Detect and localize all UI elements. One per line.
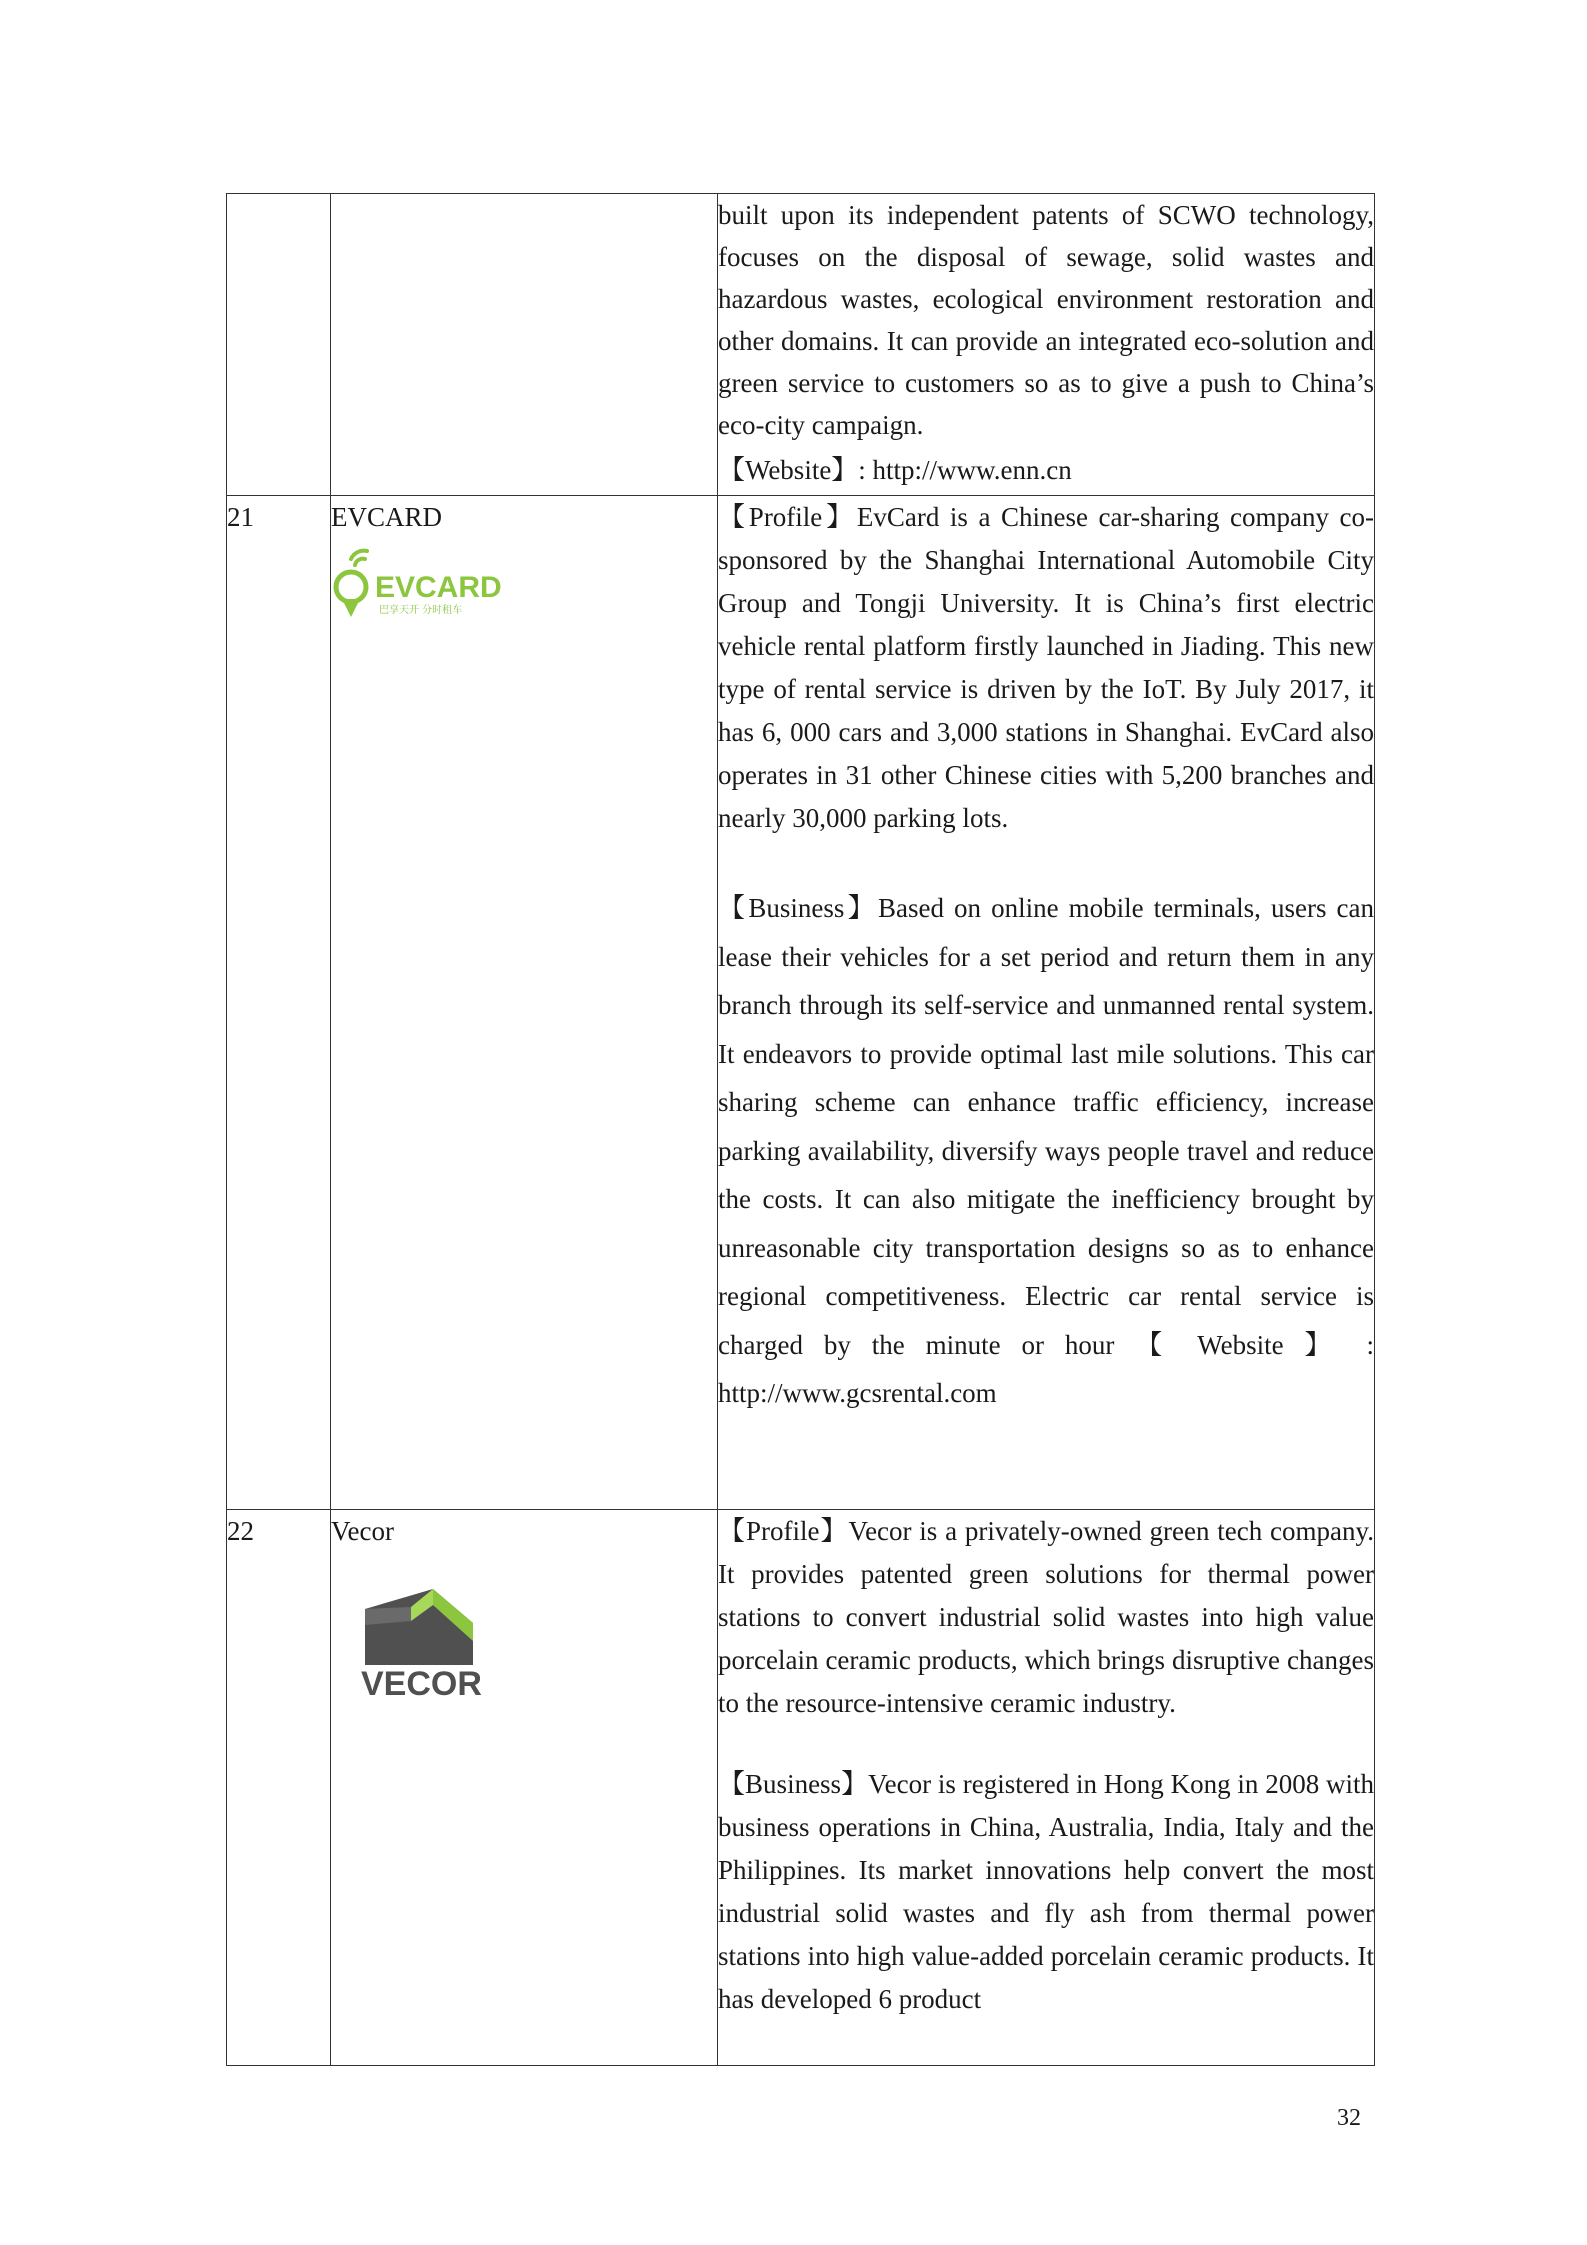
table-row [227, 194, 1375, 496]
profile-paragraph: 【Profile】Vecor is a privately-owned green tech company. It provides patented green solutions for thermal power stations to convert industrial solid wastes into high value porcelain ceramic products, which brings disruptive changes to the resource-intensive ceramic industry. [718, 1516, 1374, 1718]
page-number: 32 [1337, 2105, 1361, 2131]
description-paragraph: built upon its independent patents of SCWO technology, focuses on the disposal of sewage, solid wastes and hazardous wastes, ecological environment restoration and other domains. It can provide an integrated eco-solution and green service to customers so as to give a push to China’s eco-city campaign. [718, 200, 1374, 440]
description-cell [718, 194, 1375, 496]
company-name-cell [331, 496, 718, 1510]
logo-wordmark: EVCARD [375, 571, 502, 604]
website-line: 【Website】: http://www.enn.cn [718, 455, 1072, 485]
company-name: Vecor [331, 1516, 394, 1546]
table-row [227, 1510, 1375, 2066]
evcard-logo [331, 547, 511, 619]
logo-subtitle: 巴享天开 分时租车 [379, 605, 463, 616]
table-row [227, 496, 1375, 1510]
row-number-cell: 21 [227, 496, 331, 1510]
business-paragraph: 【Business】Vecor is registered in Hong Kong in 2008 with business operations in China, Australia, India, Italy and the Philippines. Its market innovations help convert the most industrial solid wastes and fly ash from thermal power stations into high value-added porcelain ceramic products. It has developed 6 product [718, 1769, 1374, 2014]
vecor-logo [341, 1575, 531, 1705]
company-name-cell [331, 1510, 718, 2066]
description-cell [718, 1510, 1375, 2066]
profile-paragraph: 【Profile】EvCard is a Chinese car-sharing company co-sponsored by the Shanghai International Automobile City Group and Tongji University. It is China’s first electric vehicle rental platform firstly launched in Jiading. This new type of rental service is driven by the IoT. By July 2017, it has 6, 000 cars and 3,000 stations in Shanghai. EvCard also operates in 31 other Chinese cities with 5,200 branches and nearly 30,000 parking lots. [718, 502, 1374, 833]
row-number-cell [227, 194, 331, 496]
description-cell [718, 496, 1375, 1510]
logo-wordmark: VECOR [361, 1665, 482, 1703]
business-paragraph: 【Business】Based on online mobile terminals, users can lease their vehicles for a set period and return them in any branch through its self-service and unmanned rental system. It endeavors to provide optimal last mile solutions. This car sharing scheme can enhance traffic efficiency, increase parking availability, diversify ways people travel and reduce the costs. It can also mitigate the inefficiency brought by unreasonable city transportation designs so as to enhance regional competitiveness. Electric car rental service is charged by the minute or hour 【 Website 】 : http://www.gcsrental.com [718, 893, 1374, 1408]
row-number-cell: 22 [227, 1510, 331, 2066]
company-table [226, 193, 1375, 2066]
company-name-cell [331, 194, 718, 496]
company-name: EVCARD [331, 502, 443, 532]
